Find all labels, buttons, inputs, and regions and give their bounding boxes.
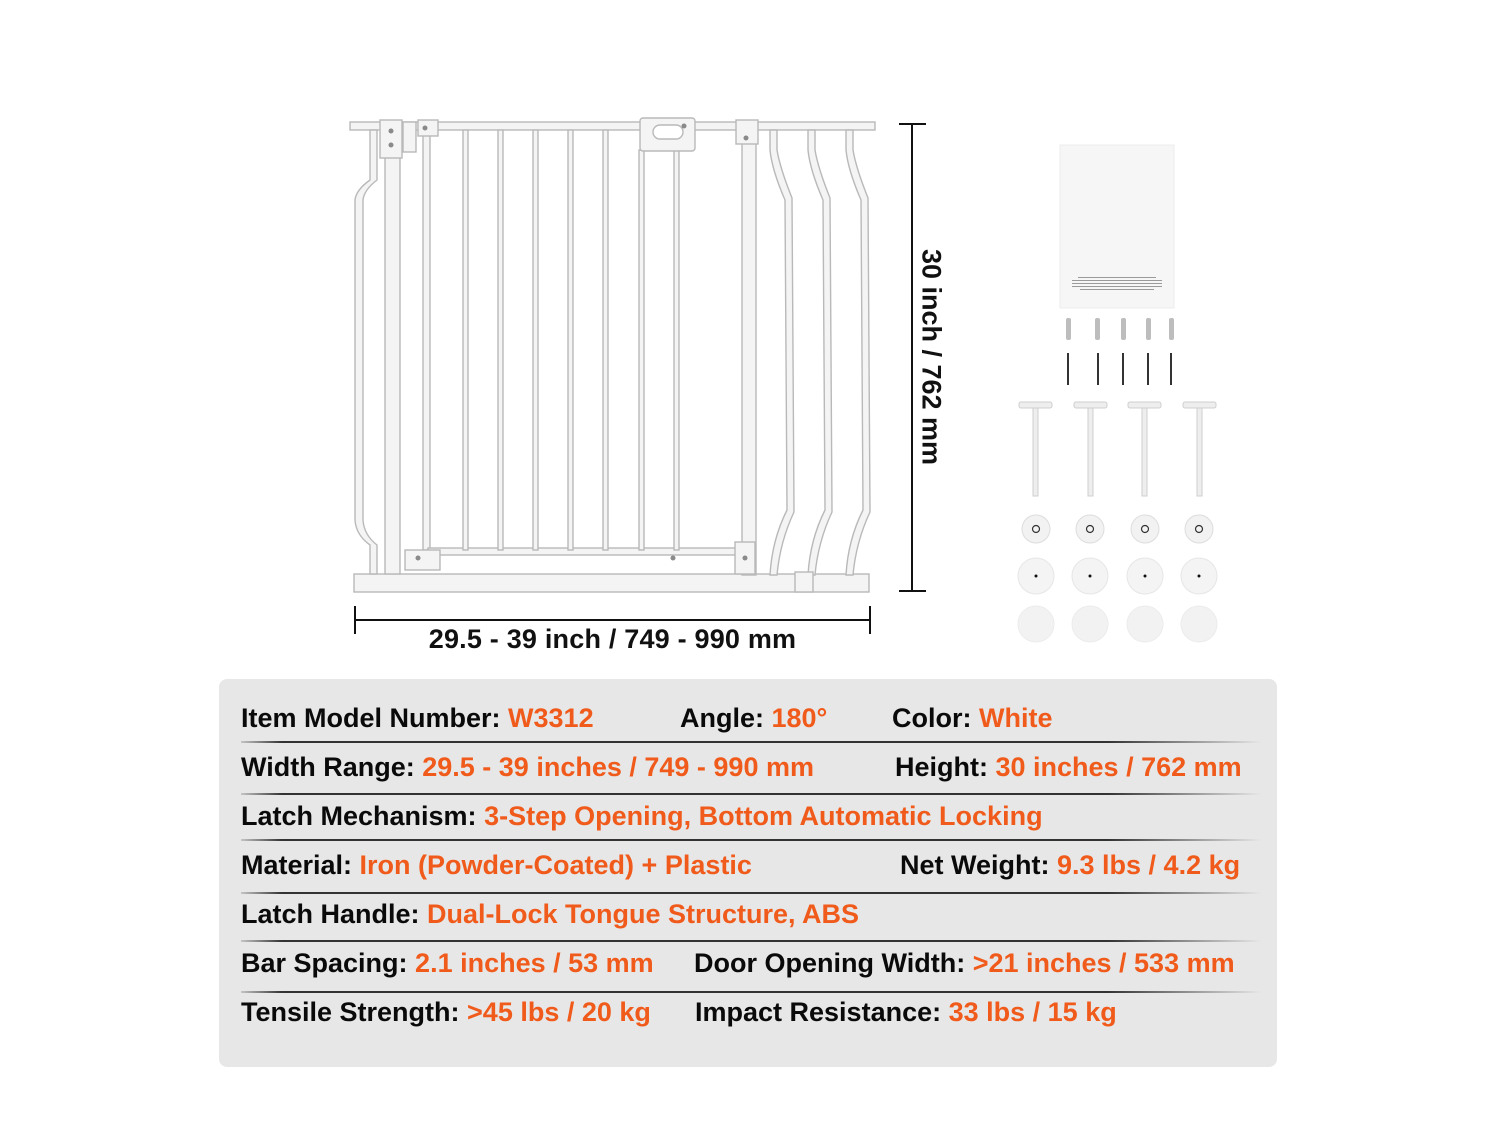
spec-row-6 — [241, 948, 1257, 988]
spec-divider — [241, 991, 1261, 993]
spec-label: Bar Spacing: — [241, 948, 416, 978]
spec-door-opening-width — [694, 948, 1235, 979]
width-dimension-line — [355, 619, 870, 621]
spec-label: Height: — [895, 752, 996, 782]
spec-value: 180° — [771, 703, 828, 733]
spec-height — [895, 752, 1242, 783]
height-dimension-tick-top — [899, 123, 926, 125]
spec-value: 3-Step Opening, Bottom Automatic Locking — [484, 801, 1043, 831]
spec-net-weight — [900, 850, 1240, 881]
spec-value: 2.1 inches / 53 mm — [415, 948, 654, 978]
spec-label: Impact Resistance: — [695, 997, 949, 1027]
spec-value: 29.5 - 39 inches / 749 - 990 mm — [422, 752, 814, 782]
spec-label: Material: — [241, 850, 360, 880]
spec-label: Width Range: — [241, 752, 423, 782]
spec-row-3 — [241, 801, 1257, 841]
spec-divider — [241, 892, 1261, 894]
safety-gate-icon — [340, 110, 885, 600]
spec-value: White — [979, 703, 1053, 733]
specifications-panel — [219, 679, 1277, 1067]
accessories-illustration — [1000, 130, 1240, 660]
spec-value: 33 lbs / 15 kg — [948, 997, 1117, 1027]
spec-divider — [241, 793, 1261, 795]
spec-divider — [241, 741, 1261, 743]
spec-value: >21 inches / 533 mm — [972, 948, 1235, 978]
spec-material — [241, 850, 752, 881]
spec-label: Net Weight: — [900, 850, 1057, 880]
spec-value: 30 inches / 762 mm — [995, 752, 1242, 782]
spec-divider — [241, 839, 1261, 841]
spec-color — [892, 703, 1053, 734]
spec-value: Iron (Powder-Coated) + Plastic — [359, 850, 752, 880]
gate-illustration — [340, 110, 885, 600]
spec-label: Tensile Strength: — [241, 997, 468, 1027]
spec-model-number — [241, 703, 594, 734]
spec-row-5 — [241, 899, 1257, 939]
spec-label: Door Opening Width: — [694, 948, 973, 978]
spec-tensile-strength — [241, 997, 651, 1028]
spec-label: Item Model Number: — [241, 703, 509, 733]
spec-value: 9.3 lbs / 4.2 kg — [1057, 850, 1241, 880]
spec-row-7 — [241, 997, 1257, 1037]
spec-label: Angle: — [680, 703, 772, 733]
spec-impact-resistance — [695, 997, 1117, 1028]
height-dimension-label: 30 inch / 762 mm — [916, 248, 947, 466]
spec-value: >45 lbs / 20 kg — [467, 997, 651, 1027]
spec-label: Latch Mechanism: — [241, 801, 485, 831]
spec-label: Latch Handle: — [241, 899, 428, 929]
spec-label: Color: — [892, 703, 979, 733]
spec-value: W3312 — [508, 703, 594, 733]
height-dimension-line — [911, 124, 913, 591]
spec-bar-spacing — [241, 948, 654, 979]
spec-row-4 — [241, 850, 1257, 890]
accessories-kit-icon — [1000, 130, 1240, 660]
width-dimension-label: 29.5 - 39 inch / 749 - 990 mm — [428, 624, 797, 654]
spec-width-range — [241, 752, 814, 783]
height-dimension-tick-bottom — [899, 590, 926, 592]
spec-row-2 — [241, 752, 1257, 792]
spec-latch-mechanism — [241, 801, 1043, 832]
spec-latch-handle — [241, 899, 859, 930]
spec-angle — [680, 703, 827, 734]
spec-divider — [241, 940, 1261, 942]
spec-value: Dual-Lock Tongue Structure, ABS — [427, 899, 860, 929]
spec-row-1 — [241, 703, 1257, 743]
